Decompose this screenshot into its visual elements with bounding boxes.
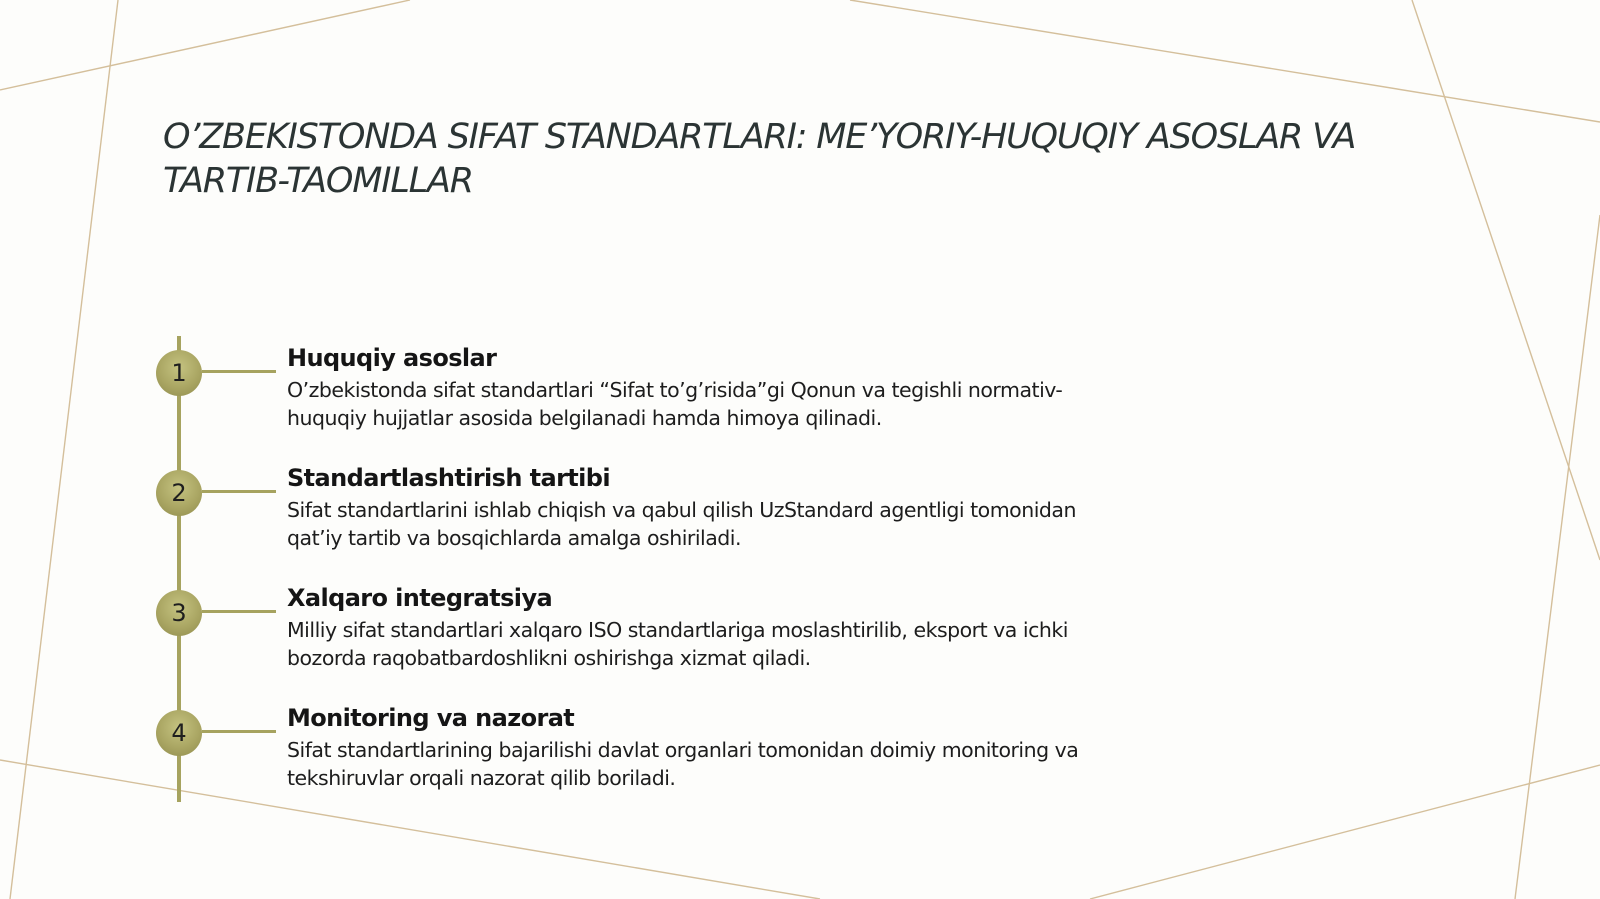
slide-title: O’ZBEKISTONDA SIFAT STANDARTLARI: ME’YORIY-HUQUQIY ASOSLAR VA TARTIB-TAOMILLAR: [163, 117, 1356, 201]
step-number-2: 2: [156, 470, 202, 516]
step-3: [287, 582, 1107, 672]
step-connector-4: [202, 730, 276, 733]
step-4: [287, 702, 1107, 792]
step-text-1: O’zbekistonda sifat standartlari “Sifat to’g’risida”gi Qonun va tegishli normativ-huquqiy hujjatlar asosida belgilanadi hamda himoya qilinadi.: [287, 378, 1063, 430]
step-2: [287, 462, 1107, 552]
step-heading-4: Monitoring va nazorat: [287, 704, 575, 732]
step-connector-1: [202, 370, 276, 373]
step-heading-1: Huquqiy asoslar: [287, 344, 497, 372]
step-number-1: 1: [156, 350, 202, 396]
step-text-3: Milliy sifat standartlari xalqaro ISO standartlariga moslashtirilib, eksport va ichki bozorda raqobatbardoshlikni oshirishga xizmat qiladi.: [287, 618, 1068, 670]
step-number-3: 3: [156, 590, 202, 636]
step-connector-3: [202, 610, 276, 613]
step-text-2: Sifat standartlarini ishlab chiqish va qabul qilish UzStandard agentligi tomonidan qat’iy tartib va bosqichlarda amalga oshiriladi.: [287, 498, 1076, 550]
step-heading-3: Xalqaro integratsiya: [287, 584, 553, 612]
step-number-4: 4: [156, 710, 202, 756]
step-text-4: Sifat standartlarining bajarilishi davlat organlari tomonidan doimiy monitoring va tekshiruvlar orqali nazorat qilib boriladi.: [287, 738, 1079, 790]
step-heading-2: Standartlashtirish tartibi: [287, 464, 611, 492]
step-connector-2: [202, 490, 276, 493]
step-1: [287, 342, 1107, 432]
